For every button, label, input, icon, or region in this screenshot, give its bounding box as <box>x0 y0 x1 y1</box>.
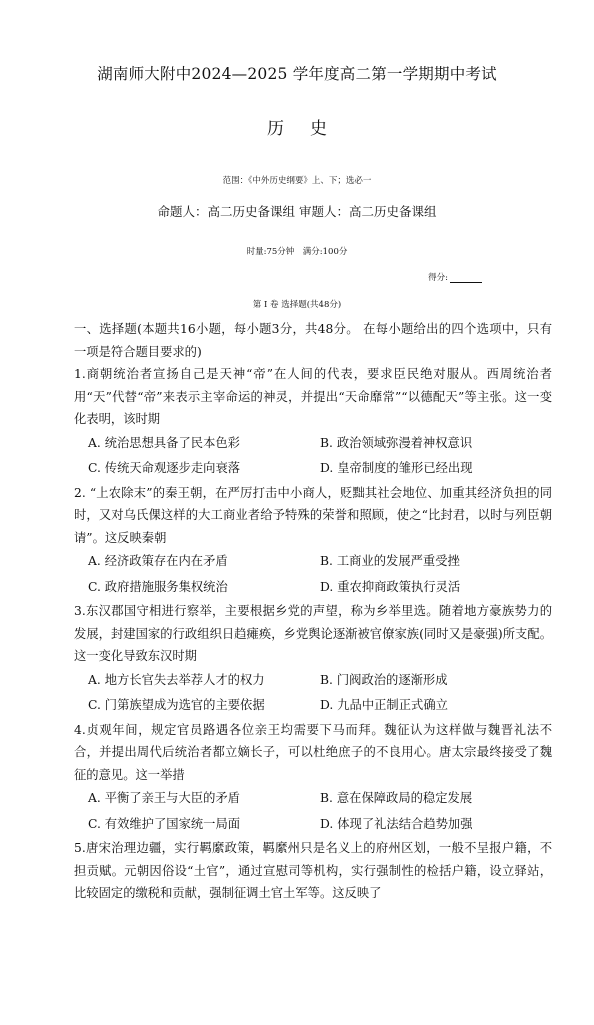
option-d: D. 体现了礼法结合趋势加强 <box>320 816 473 831</box>
part-heading: 第 I 卷 选择题(共48分) <box>252 300 342 310</box>
option-b: B. 工商业的发展严重受挫 <box>320 554 460 568</box>
question-stem: 3.东汉郡国守相进行察举，主要根据乡党的声望，称为乡举里选。随着地方豪族势力的发展，封建国家的行政组织日趋瘫痪，乡党舆论逐渐被官僚家族(同时又是豪强)所支配。这一变化导致东汉时期 <box>74 604 552 663</box>
option-a: A. 平衡了亲王与大臣的矛盾 <box>88 791 240 805</box>
score-label: 得分: <box>428 273 448 283</box>
question-5 <box>74 837 552 905</box>
option-d: D. 重农抑商政策执行灵活 <box>320 579 461 594</box>
question-stem: 4.贞观年间，规定官员路遇各位亲王均需要下马而拜。魏征认为这样做与魏晋礼法不合，并提出周代后统治者都立嫡长子，可以杜绝庶子的不良用心。唐太宗最终接受了魏征的意见。这一举措 <box>74 722 552 782</box>
option-list <box>74 786 552 837</box>
exam-authors: 命题人：高二历史备课组 审题人：高二历史备课组 <box>157 204 437 219</box>
option-a: A. 统治思想具备了民本色彩 <box>88 435 240 450</box>
question-stem: 5.唐宋治理边疆，实行羁縻政策，羁縻州只是名义上的府州区划，一般不呈报户籍，不担贡赋。元朝因俗设“土官”，通过宣慰司等机构，实行强制性的检括户籍，设立驿站，比较固定的缴税和贡献，强制征调土官土军等。这反映了 <box>74 841 552 900</box>
option-c: C. 传统天命观逐步走向衰落 <box>88 461 241 475</box>
question-stem: 1.商朝统治者宣扬自己是天神“帝”在人间的代表，要求臣民绝对服从。西周统治者用“天”代替“帝”来表示主宰命运的神灵，并提出“天命靡常”“以德配天”等主张。这一变化表明，该时期 <box>74 367 552 426</box>
question-2 <box>74 482 552 601</box>
option-b: B. 政治领域弥漫着神权意识 <box>320 435 473 450</box>
option-list <box>74 549 552 600</box>
option-b: B. 门阀政治的逐渐形成 <box>320 672 448 687</box>
question-stem: 2. “上农除末”的秦王朝，在严厉打击中小商人，贬黜其社会地位、加重其经济负担的同时，又对乌氏倮这样的大工商业者给予特殊的荣誉和照顾，使之“比封君，以时与列臣朝请”。这反映秦朝 <box>74 485 552 545</box>
score-field <box>428 271 482 283</box>
option-c: C. 政府措施服务集权统治 <box>88 579 228 594</box>
option-c: C. 门第族望成为选官的主要依据 <box>88 698 265 712</box>
exam-scope: 范围：《中外历史纲要》上、下；选必一 <box>222 176 372 186</box>
questions-area <box>74 318 552 905</box>
exam-title: 湖南师大附中2024—2025 学年度高二第一学期期中考试 <box>97 65 497 83</box>
option-d: D. 皇帝制度的雏形已经出现 <box>320 461 473 475</box>
option-a: A. 经济政策存在内在矛盾 <box>88 554 228 568</box>
score-blank-line <box>450 273 482 283</box>
question-4 <box>74 719 552 838</box>
subject-title: 历史 <box>267 119 353 139</box>
question-1 <box>74 363 552 482</box>
option-a: A. 地方长官失去举荐人才的权力 <box>88 672 265 687</box>
question-3 <box>74 600 552 719</box>
option-d: D. 九品中正制正式确立 <box>320 698 448 712</box>
section-intro: 一、选择题(本题共16小题，每小题3分，共48分。 在每小题给出的四个选项中，只有一项是符合题目要求的) <box>74 322 552 359</box>
time-and-score: 时量:75分钟 满分:100分 <box>246 247 348 257</box>
option-list <box>74 668 552 719</box>
option-c: C. 有效维护了国家统一局面 <box>88 816 241 831</box>
option-b: B. 意在保障政局的稳定发展 <box>320 791 473 805</box>
option-list <box>74 431 552 482</box>
